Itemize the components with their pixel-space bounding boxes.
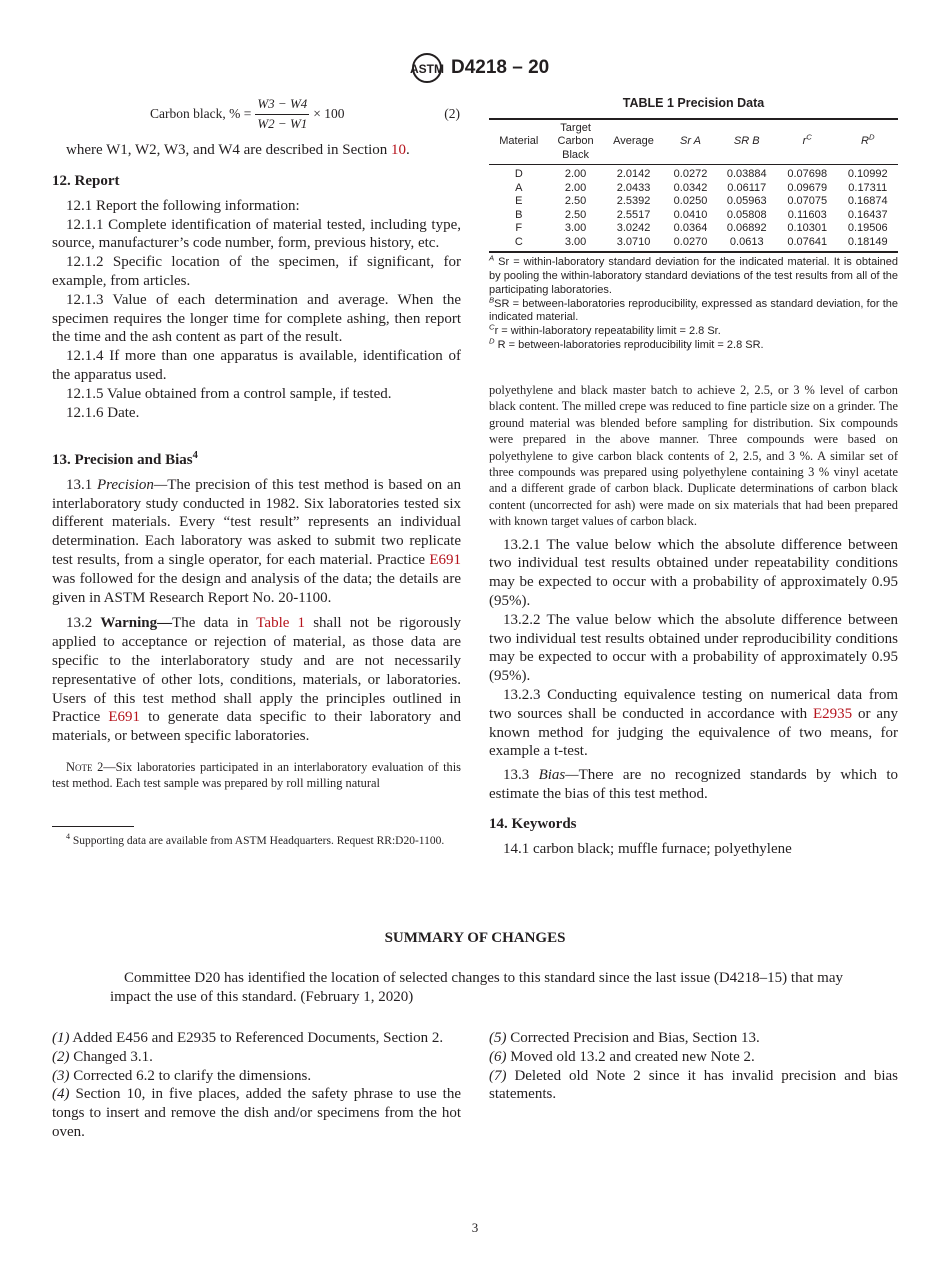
para-text: or any known method for judging the equivalence of two means, for example a t-test. (489, 705, 898, 760)
footnote-4 (52, 834, 461, 849)
note-text: —Six laboratories participated in an interlaboratory evaluation of this test method. Each test sample was prepared by roll milling natural (52, 759, 461, 791)
table-cell: 2.00 (564, 168, 587, 181)
page-header (409, 52, 549, 84)
table-cell: 0.10992 (847, 168, 888, 181)
table-cell: 0.06117 (727, 181, 767, 194)
astm-logo-icon (409, 52, 445, 84)
change-item (52, 1067, 461, 1086)
para-num: 13.3 (503, 767, 539, 784)
table-cell: 2.5517 (616, 208, 651, 221)
table-cell: 0.0342 (673, 181, 708, 194)
item-num: (2) (52, 1048, 70, 1065)
footnote-ref: 4 (192, 450, 198, 461)
table-cell: 0.07075 (787, 195, 828, 208)
table-row (489, 182, 898, 196)
table-title: TABLE 1 Precision Data (622, 96, 765, 110)
para-label: Warning— (100, 615, 173, 632)
footnote-text: r = within-laboratory repeatability limit = 2.8 Sr. (494, 325, 721, 338)
table-footnote-c: $^C$r = within-laboratory repeatability limit = 2.8 Sr. (489, 322, 721, 338)
table-cell: 0.07641 (777, 236, 837, 253)
para-text: shall not be rigorously applied to acceptance or rejection of material, as those data are specific to the interlaboratory study and are not necessarily representative of other lots, conditions, materials, or laboratories. Users of this test method shall apply the principles outlined in Practice (52, 615, 462, 726)
para-text: was followed for the design and analysis of the data; the details are given in ASTM Research Report No. 20-1100. (52, 570, 461, 606)
para-text: The data in (172, 615, 257, 632)
change-item (52, 1085, 461, 1141)
item-text: Section 10, in five places, added the safety phrase to use the tongs to insert and remove the dish and/or specimens from the hot oven. (52, 1086, 461, 1140)
footnote-text: Sr = within-laboratory standard deviation for the indicated material. It is obtained by pooling the within-laboratory standard deviations of the test results from all of the participating laboratories. (489, 256, 898, 296)
paragraph-13-2-2: 13.2.2 The value below which the absolute difference between two individual test results obtained under reproducibility conditions may be expected to occur with a probability of approximately 0.95 (95%). (489, 611, 898, 685)
designation: D4218 – 20 (451, 56, 550, 78)
column-header-sr-between: SR B (717, 119, 777, 165)
item-text: Corrected Precision and Bias, Section 13. (506, 1030, 760, 1046)
section-12 (52, 172, 461, 422)
item-num: (1) (52, 1030, 70, 1046)
table-cell: 0.17311 (848, 181, 888, 194)
table-cell: 0.09679 (787, 181, 828, 194)
table-1-link[interactable]: Table 1 (256, 615, 306, 632)
e2935-link[interactable]: E2935 (813, 705, 853, 722)
e691-link[interactable]: E691 (108, 709, 141, 726)
table-cell: 0.18149 (837, 236, 898, 253)
table-cell: 3.0242 (616, 222, 651, 235)
para-num: 13.1 (66, 476, 97, 493)
keywords: 14.1 carbon black; muffle furnace; polyethylene (503, 840, 792, 857)
change-item (52, 1048, 461, 1067)
paragraph-13-2 (52, 614, 461, 746)
table-cell: 0.19506 (847, 222, 888, 235)
footnote-rule (52, 826, 134, 827)
para-text: 13.2.3 Conducting equivalence testing on numerical data from two sources shall be conducted in accordance with (489, 687, 898, 722)
table-cell: 0.06892 (726, 222, 767, 235)
para-label: Precision— (96, 476, 168, 493)
para-num: 13.2 (66, 615, 101, 632)
table-cell: 2.00 (564, 181, 587, 194)
change-item (52, 1029, 461, 1048)
item-num: (7) (489, 1067, 507, 1084)
table-cell: 0.0613 (717, 236, 777, 253)
section-13-heading (52, 451, 461, 470)
paragraph-13-2-3 (489, 686, 898, 761)
paragraph: 12.1.2 Specific location of the specimen, if significant, for example, from articles. (52, 254, 461, 289)
para-text: to generate data specific to their laboratory and materials, or between specific laboratories. (52, 709, 461, 745)
item-num: (6) (489, 1048, 507, 1065)
changes-list-right (489, 1029, 898, 1104)
paragraph-13-3 (489, 766, 898, 804)
table-cell: B (515, 208, 523, 221)
table-cell: 0.11603 (787, 208, 827, 221)
where-body: where W1, W2, W3, and W4 are described in Section (66, 142, 392, 158)
paragraph-13-2-1: 13.2.1 The value below which the absolute difference between two individual test results obtained under repeatability conditions may be expected to occur with a probability of approximately 0.95 (95%). (489, 536, 898, 610)
paragraph: 12.1 Report the following information: (66, 197, 300, 214)
table-cell: 0.0410 (673, 208, 708, 221)
table-cell: D (514, 168, 523, 181)
section-14-heading: 14. Keywords (489, 815, 577, 832)
footnote-text: SR = between-laboratories reproducibility, expressed as standard deviation, for the indicated material. (489, 297, 898, 324)
table-cell: 0.07698 (787, 168, 828, 181)
e691-link[interactable]: E691 (429, 551, 461, 568)
table-cell: 0.16874 (847, 195, 888, 208)
table-cell: 2.5392 (616, 195, 651, 208)
footnote-text: Supporting data are available from ASTM Headquarters. Request RR:D20-1100. (70, 835, 445, 847)
note-2-continued: polyethylene and black master batch to achieve 2, 2.5, or 3 % level of carbon black content. The milled crepe was reduced to fine particle size on a grinder. The ground material was blended before sampling for distribution. Six compounds were prepared in the above manner. Three compounds were based on polyethylene to give carbon black contents of 2, 2.5, and 3 %. A similar set of three compounds was prepared using polyethylene containing 3 % vinyl acetate and a different grade of carbon black. Duplicate determinations of carbon black content (uncorrected for ash) were made on six materials that had been prepared with known target values of carbon black. (489, 383, 898, 529)
denominator: W2 − W1 (257, 115, 308, 131)
summary-intro: Committee D20 has identified the location of selected changes to this standard since the last issue (D4218–15) that may impact the use of this standard. (February 1, 2020) (110, 970, 843, 1005)
item-num: (4) (52, 1086, 70, 1103)
table-cell: F (515, 222, 523, 235)
para-label: Bias— (538, 767, 579, 784)
paragraph: 12.1.5 Value obtained from a control sample, if tested. (66, 385, 392, 402)
table-cell: 3.0710 (603, 236, 665, 253)
summary-heading: SUMMARY OF CHANGES (384, 930, 566, 946)
section-13-continued (489, 382, 898, 858)
table-cell: 2.0433 (616, 181, 651, 194)
section-12-heading: 12. Report (52, 173, 120, 189)
table-cell: 0.05808 (726, 208, 767, 221)
heading-text: 13. Precision and Bias (52, 452, 193, 468)
table-header-row (489, 119, 898, 165)
item-text: Moved old 13.2 and created new Note 2. (506, 1048, 755, 1065)
equation-number: (2) (444, 105, 460, 121)
item-text: Deleted old Note 2 since it has invalid precision and bias statements. (489, 1067, 898, 1103)
footnote-mark: 4 (66, 832, 71, 842)
footnote-text: R = between-laboratories reproducibility limit = 2.8 SR. (497, 339, 764, 352)
para-text: The precision of this test method is based on an interlaboratory study conducted in 1982. Six laboratories tested six different materials. Every “test result” represents an individual determination. Each laboratory was asked to submit two replicate test results, from a single operator, for each material. Practice (52, 476, 462, 568)
para-text: There are no recognized standards by which to estimate the bias of this test method. (489, 767, 899, 803)
change-item (489, 1067, 898, 1105)
svg-text:ASTM: ASTM (410, 62, 444, 76)
table-cell: 0.05963 (726, 195, 767, 208)
note-label: Note 2 (66, 759, 104, 774)
table-cell: 0.0270 (664, 236, 716, 253)
equation-fraction (255, 95, 309, 134)
item-text: Corrected 6.2 to clarify the dimensions. (69, 1067, 312, 1084)
numerator: W3 − W4 (255, 95, 309, 115)
item-text: Added E456 and E2935 to Referenced Documents, Section 2. (69, 1030, 444, 1046)
note-2 (52, 759, 461, 792)
table-cell: A (515, 181, 523, 194)
section-10-link[interactable]: 10 (391, 142, 407, 158)
table-footnote-a: $^A$ Sr = within-laboratory standard deviation for the indicated material. It is obtained by pooling the within-laboratory standard deviations of the test results from all of the participating laboratories. (489, 253, 898, 296)
table-cell: 0.0272 (673, 168, 708, 181)
table-row (489, 195, 898, 209)
table-row (489, 209, 898, 223)
equation-lhs: Carbon black, % = (150, 105, 252, 121)
precision-table (489, 118, 898, 254)
column-header: Average (603, 119, 665, 165)
where-end: . (406, 142, 410, 158)
column-header: Material (489, 119, 549, 165)
table-cell: E (515, 195, 523, 208)
item-num: (5) (489, 1030, 507, 1046)
column-header: $R^D$ (837, 119, 898, 165)
changes-list-left (52, 1029, 461, 1142)
where-text (66, 141, 461, 160)
table-footnote-b: $^B$SR = between-laboratories reproducibility, expressed as standard deviation, for the indicated material. (489, 295, 898, 324)
table-1 (489, 94, 898, 353)
column-header: Target Carbon Black (549, 119, 603, 165)
table-row (489, 165, 898, 182)
table-footnotes (489, 253, 898, 353)
table-cell: 2.0142 (616, 168, 651, 181)
table-cell: 0.0250 (673, 195, 708, 208)
table-cell: 0.03884 (726, 168, 767, 181)
page-number: 3 (471, 1220, 479, 1235)
table-cell: 0.0364 (673, 222, 708, 235)
item-text: Changed 3.1. (69, 1048, 153, 1065)
table-cell: 0.10301 (787, 222, 828, 235)
table-row (489, 222, 898, 236)
table-cell: 2.50 (564, 195, 587, 208)
paragraph: 12.1.6 Date. (66, 404, 140, 421)
change-item (489, 1029, 898, 1048)
table-cell: 3.00 (564, 222, 587, 235)
table-cell: C (489, 236, 549, 253)
item-num: (3) (52, 1067, 70, 1084)
table-footnote-d: $^D$ R = between-laboratories reproducibility limit = 2.8 SR. (489, 336, 764, 352)
change-item (489, 1048, 898, 1067)
paragraph: 12.1.4 If more than one apparatus is available, identification of the apparatus used. (52, 348, 461, 383)
paragraph: 12.1.1 Complete identification of material tested, including type, source, manufacturer’s code number, form, previous history, etc. (52, 216, 461, 252)
paragraph: 12.1.3 Value of each determination and average. When the specimen requires the longer time for complete ashing, then report the time and the ash content as part of the result. (52, 291, 461, 346)
table-cell: 0.16437 (847, 208, 888, 221)
paragraph-13-1 (52, 476, 461, 608)
equation-times: × 100 (313, 105, 345, 121)
table-cell: 2.50 (564, 208, 587, 221)
table-row (489, 236, 898, 253)
section-13 (52, 451, 461, 792)
equation-2 (150, 95, 460, 134)
table-cell: 3.00 (549, 236, 603, 253)
column-header: $r^C$ (777, 119, 837, 165)
column-header-sr: Sr A (664, 119, 716, 165)
